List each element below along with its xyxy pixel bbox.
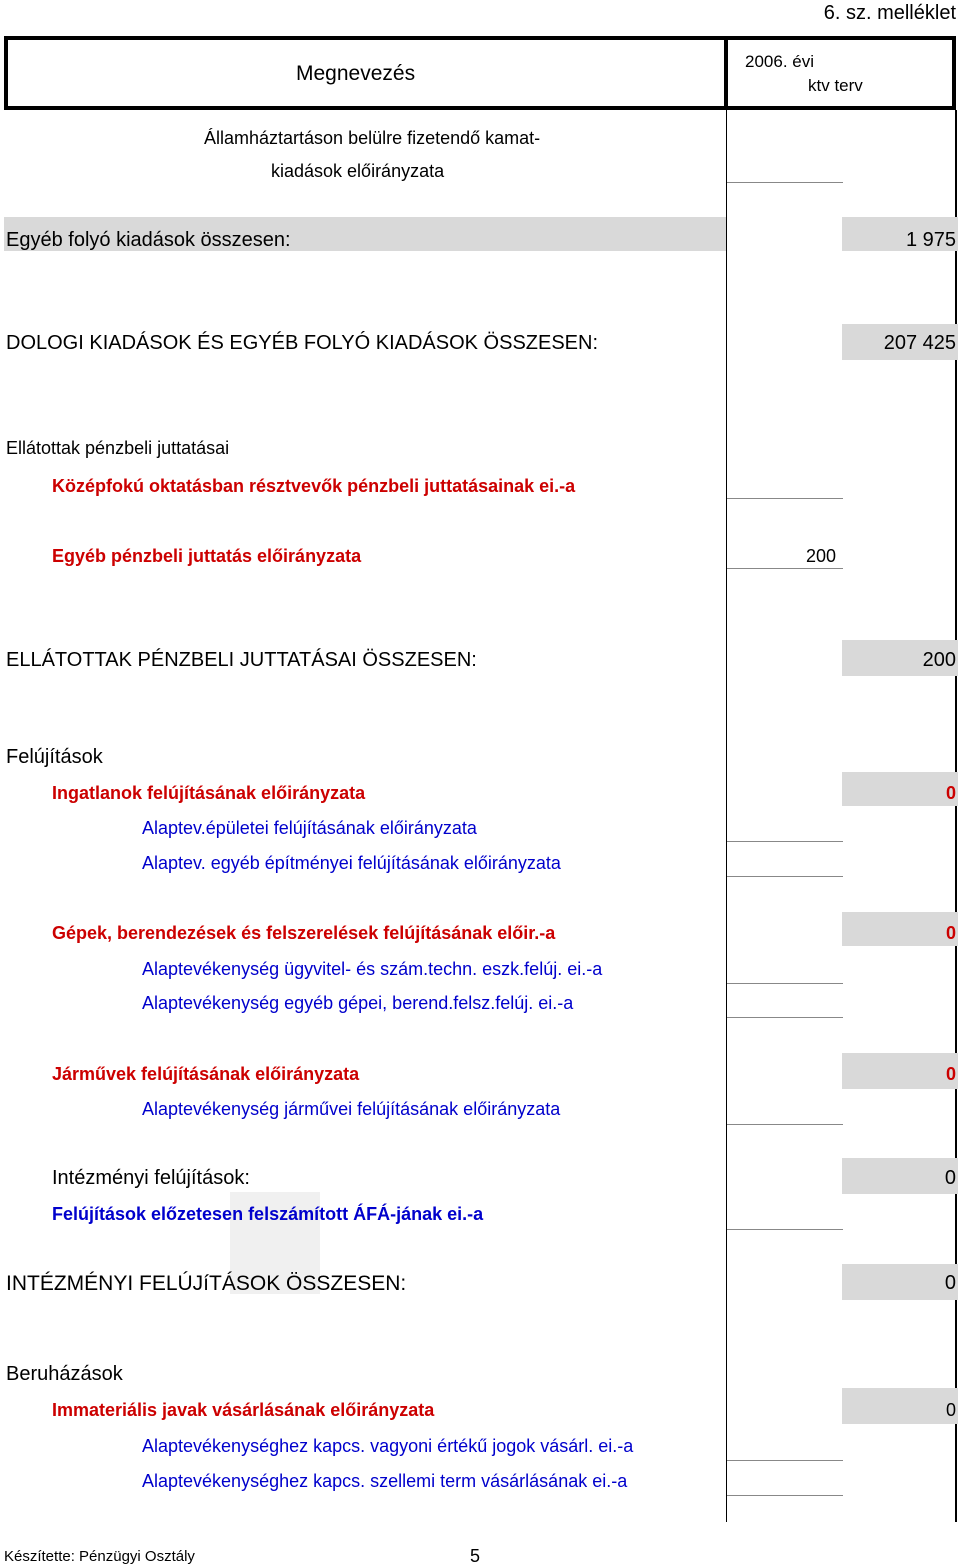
row-label: Középfokú oktatásban résztvevők pénzbeli juttatásainak ei.-a — [52, 476, 576, 496]
row-value: 1 975 — [905, 229, 956, 251]
row-label: Alaptevékenység ügyvitel- és szám.techn. eszk.felúj. ei.-a — [142, 959, 603, 979]
row-label: Alaptevékenység egyéb gépei, berend.felsz.felúj. ei.-a — [142, 993, 574, 1013]
row-label: Alaptev. egyéb építményei felújításának előirányzata — [142, 853, 561, 873]
value-cell — [842, 1264, 958, 1300]
cell-underline — [727, 876, 843, 877]
row-value: 207 425 — [883, 332, 956, 354]
cell-underline — [727, 1229, 843, 1230]
header-year: 2006. évi — [745, 52, 814, 71]
page-number: 5 — [470, 1546, 481, 1566]
row-value: 0 — [945, 923, 956, 943]
value-cell — [842, 912, 958, 946]
cell-underline — [727, 1124, 843, 1125]
annex-label: 6. sz. melléklet — [823, 2, 956, 24]
row-label: Immateriális javak vásárlásának előirányzata — [52, 1400, 435, 1420]
table-header — [4, 36, 956, 110]
cell-underline — [727, 841, 843, 842]
header-divider — [724, 36, 728, 110]
section-heading: Beruházások — [6, 1363, 123, 1385]
cell-underline — [727, 498, 843, 499]
row-label: kiadások előirányzata — [271, 161, 445, 181]
cell-underline — [727, 182, 843, 183]
row-label: Alaptevékenység járművei felújításának előirányzata — [142, 1099, 561, 1119]
value-cell — [842, 772, 958, 806]
value-cell — [842, 1158, 958, 1194]
section-heading: Felújítások — [6, 746, 103, 768]
row-label: Alaptevékenységhez kapcs. vagyoni értékű jogok vásárl. ei.-a — [142, 1436, 634, 1456]
cell-underline — [727, 568, 843, 569]
row-value: 0 — [944, 1272, 956, 1294]
row-label: Államháztartáson belülre fizetendő kamat- — [204, 128, 541, 148]
row-label: Egyéb folyó kiadások összesen: — [6, 229, 291, 251]
row-label: Egyéb pénzbeli juttatás előirányzata — [52, 546, 362, 566]
row-value: 200 — [922, 649, 956, 671]
row-label: Gépek, berendezések és felszerelések felújításának előir.-a — [52, 923, 556, 943]
row-value: 0 — [944, 1167, 956, 1189]
header-plan: ktv terv — [808, 76, 863, 95]
row-label: Alaptev.épületei felújításának előirányzata — [142, 818, 477, 838]
header-name: Megnevezés — [296, 62, 416, 85]
row-label: Felújítások előzetesen felszámított ÁFÁ-jának ei.-a — [52, 1204, 484, 1224]
row-label: Intézményi felújítások: — [52, 1167, 250, 1189]
row-label: Ingatlanok felújításának előirányzata — [52, 783, 366, 803]
right-border — [955, 110, 957, 1522]
cell-underline — [727, 983, 843, 984]
row-label: Alaptevékenységhez kapcs. szellemi term vásárlásának ei.-a — [142, 1471, 628, 1491]
row-value: 0 — [945, 1400, 956, 1420]
row-value: 200 — [806, 546, 837, 566]
cell-underline — [727, 1460, 843, 1461]
row-value: 0 — [945, 783, 956, 803]
footer-author: Készítette: Pénzügyi Osztály — [4, 1548, 195, 1565]
cell-underline — [727, 1017, 843, 1018]
row-label: ELLÁTOTTAK PÉNZBELI JUTTATÁSAI ÖSSZESEN: — [6, 649, 477, 671]
row-value: 0 — [945, 1064, 956, 1084]
cell-underline — [727, 1495, 843, 1496]
section-heading: Ellátottak pénzbeli juttatásai — [6, 438, 230, 458]
value-cell — [842, 1053, 958, 1089]
row-label: DOLOGI KIADÁSOK ÉS EGYÉB FOLYÓ KIADÁSOK ÖSSZESEN: — [6, 332, 599, 354]
row-label: Járművek felújításának előirányzata — [52, 1064, 360, 1084]
value-cell — [842, 1388, 958, 1424]
row-label: INTÉZMÉNYI FELÚJíTÁSOK ÖSSZESEN: — [6, 1272, 407, 1295]
column-divider — [726, 110, 727, 1522]
